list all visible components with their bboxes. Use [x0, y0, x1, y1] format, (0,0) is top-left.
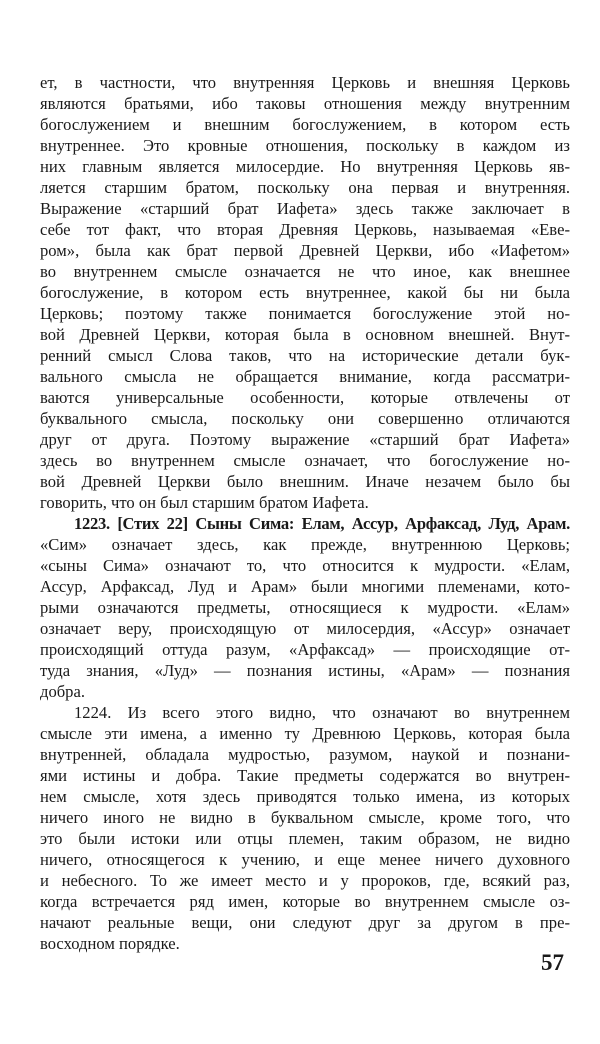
text-line: смысле эти имена, а именно ту Древнюю Церковь, которая была — [40, 724, 570, 743]
text-line: нем смысле, хотя здесь приводятся только имена, из которых — [40, 787, 570, 806]
text-line: ничего, относящегося к учению, и еще менее ничего духовного — [40, 850, 570, 869]
text-line: здесь во внутреннем смысле означает, что богослужение но- — [40, 451, 570, 470]
text-line: вой Древней Церкви, которая была в основном внешней. Внут- — [40, 325, 570, 344]
text-line: друг от друга. Поэтому выражение «старший брат Иафета» — [40, 430, 570, 449]
text-line: туда знания, «Луд» — познания истины, «Арам» — познания — [40, 661, 570, 680]
text-line: Церковь; поэтому также понимается богослужение этой но- — [40, 304, 570, 323]
text-line: ваются универсальные особенности, которые отвлечены от — [40, 388, 570, 407]
page-text — [40, 72, 570, 954]
text-line: вой Древней Церкви было внешним. Иначе незачем было бы — [40, 472, 570, 491]
text-line: ями истины и добра. Такие предметы содержатся во внутрен- — [40, 766, 570, 785]
text-line: добра. — [40, 682, 85, 701]
text-line: ничего иного не видно в буквальном смысле, кроме того, что — [40, 808, 570, 827]
text-line: и небесного. То же имеет место и у пророков, где, всякий раз, — [40, 871, 570, 890]
paragraph-p-1223 — [40, 513, 570, 702]
text-line: богослужение, в котором есть внутреннее, какой бы ни была — [40, 283, 570, 302]
text-line: когда встречается ряд имен, которые во внутреннем смысле оз- — [40, 892, 570, 911]
text-line: начают реальные вещи, они следуют друг за другом в пре- — [40, 913, 570, 932]
paragraph-p-cont — [40, 72, 570, 513]
text-line: вального смысла не обращается внимание, когда рассматри- — [40, 367, 570, 386]
text-line: рыми означаются предметы, относящиеся к мудрости. «Елам» — [40, 598, 570, 617]
page-number: 57 — [541, 950, 564, 975]
text-line: Ассур, Арфаксад, Луд и Арам» были многими племенами, кото- — [40, 577, 570, 596]
text-line: ром», была как брат первой Древней Церкви, ибо «Иафетом» — [40, 241, 570, 260]
text-line: во внутреннем смысле означается не что иное, как внешнее — [40, 262, 570, 281]
text-line: 1224. Из всего этого видно, что означают во внутреннем — [74, 703, 570, 722]
text-line: внутреннее. Это кровные отношения, поскольку в каждом из — [40, 136, 570, 155]
text-line: ет, в частности, что внутренняя Церковь и внешняя Церковь — [40, 73, 570, 92]
text-line: происходящий оттуда разум, «Арфаксад» — происходящие от- — [40, 640, 570, 659]
text-line: являются братьями, ибо таковы отношения между внутренним — [40, 94, 570, 113]
text-line: ляется старшим братом, поскольку она первая и внутренняя. — [40, 178, 570, 197]
paragraph-p-1224 — [40, 702, 570, 954]
text-line: богослужением и внешним богослужением, в котором есть — [40, 115, 570, 134]
text-line: внутренней, обладала мудростью, разумом, наукой и познани- — [40, 745, 570, 764]
text-line: 1223. [Стих 22] Сыны Сима: Елам, Ассур, Арфаксад, Луд, Арам. — [74, 514, 570, 533]
text-line: «сыны Сима» означают то, что относится к мудрости. «Елам, — [40, 556, 570, 575]
text-line: ренний смысл Слова таков, что на исторические детали бук- — [40, 346, 570, 365]
text-line: восходном порядке. — [40, 934, 180, 953]
text-line: это были истоки или отцы племен, таким образом, не видно — [40, 829, 570, 848]
text-line: Выражение «старший брат Иафета» здесь также заключает в — [40, 199, 570, 218]
text-line: буквального смысла, поскольку они совершенно отличаются — [40, 409, 570, 428]
text-line: себе тот факт, что вторая Древняя Церковь, называемая «Евe- — [40, 220, 570, 239]
text-line: «Сим» означает здесь, как прежде, внутреннюю Церковь; — [40, 535, 570, 554]
text-line: них главным является милосердие. Но внутренняя Церковь яв- — [40, 157, 570, 176]
text-line: означает веру, происходящую от милосердия, «Ассур» означает — [40, 619, 570, 638]
text-line: говорить, что он был старшим братом Иафета. — [40, 493, 369, 512]
